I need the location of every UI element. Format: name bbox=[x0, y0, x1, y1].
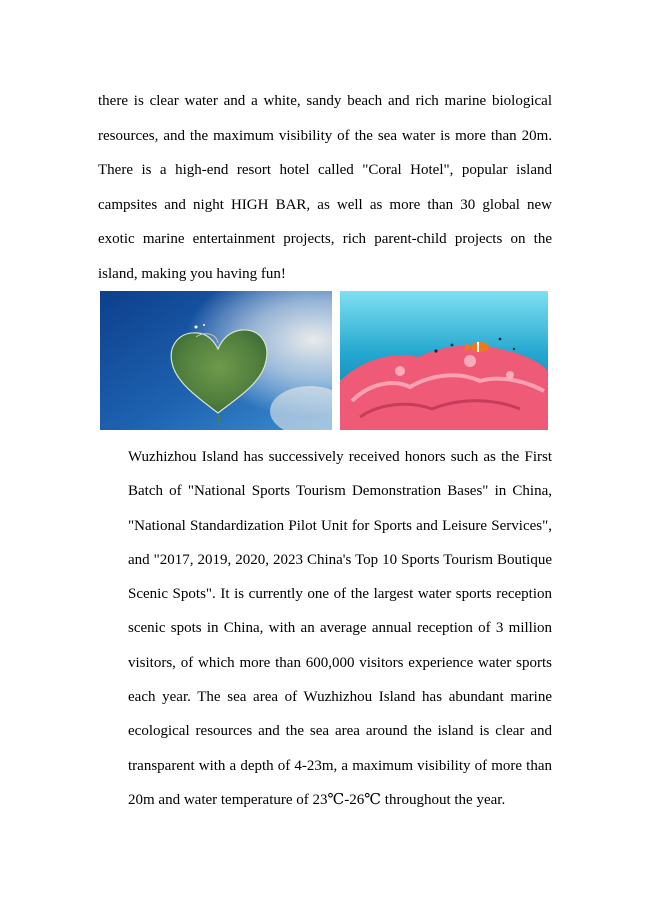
island-photo-illustration bbox=[100, 291, 332, 430]
text-line: ecological resources and the sea area around the island is clear and bbox=[128, 723, 552, 740]
coral-photo-illustration bbox=[340, 291, 548, 430]
text-line: campsites and night HIGH BAR, as well as more than 30 global new bbox=[98, 196, 552, 213]
text-line: 20m and water temperature of 23℃-26℃ throughout the year. bbox=[128, 791, 506, 808]
text-line: each year. The sea area of Wuzhizhou Island has abundant marine bbox=[128, 689, 552, 706]
text-line: Scenic Spots". It is currently one of the largest water sports reception bbox=[128, 586, 552, 603]
heart-shaped-island-aerial-photo bbox=[100, 291, 332, 430]
paragraph-resort-description bbox=[98, 84, 552, 291]
paragraph-honors-description bbox=[98, 440, 552, 817]
text-line: there is clear water and a white, sandy beach and rich marine biological bbox=[98, 93, 552, 109]
text-line: Batch of "National Sports Tourism Demonstration Bases" in China, bbox=[128, 483, 552, 500]
coral-reef-with-clownfish-photo bbox=[340, 291, 548, 430]
text-line: scenic spots in China, with an average annual reception of 3 million bbox=[128, 620, 552, 637]
text-line: visitors, of which more than 600,000 visitors experience water sports bbox=[128, 654, 552, 671]
text-line: Wuzhizhou Island has successively received honors such as the First bbox=[128, 449, 552, 465]
text-line: island, making you having fun! bbox=[98, 265, 286, 282]
text-line: transparent with a depth of 4-23m, a maximum visibility of more than bbox=[128, 757, 552, 774]
text-line: "National Standardization Pilot Unit for Sports and Leisure Services", bbox=[128, 517, 552, 534]
text-line: resources, and the maximum visibility of the sea water is more than 20m. bbox=[98, 127, 552, 144]
text-line: There is a high-end resort hotel called "Coral Hotel", popular island bbox=[98, 162, 552, 178]
text-line: and "2017, 2019, 2020, 2023 China's Top 10 Sports Tourism Boutique bbox=[128, 551, 552, 568]
text-line: exotic marine entertainment projects, rich parent-child projects on the bbox=[98, 231, 552, 247]
